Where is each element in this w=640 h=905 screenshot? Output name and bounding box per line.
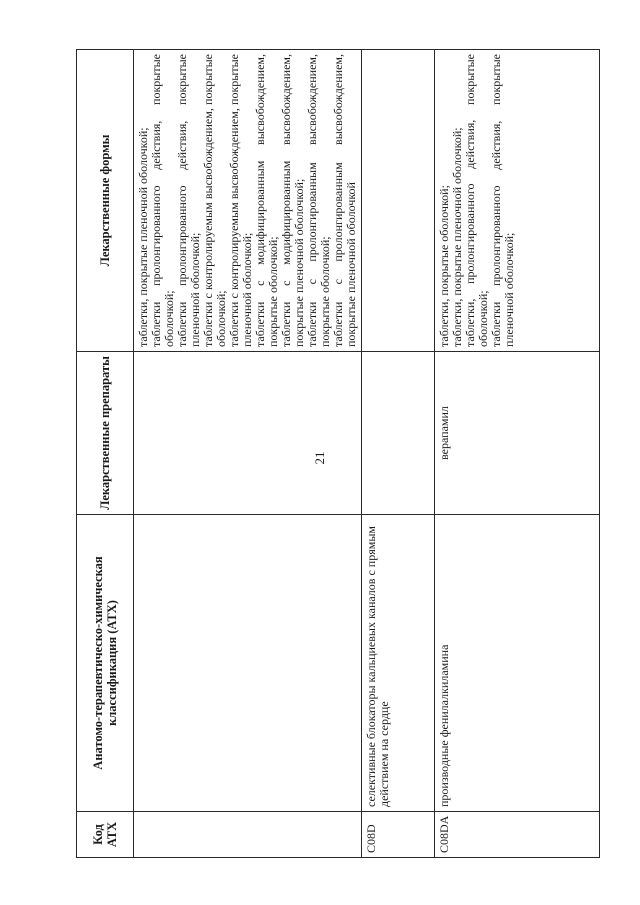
cell-code: C08D [362, 812, 435, 858]
form-item: таблетки пролонгированного действия, покрытые пленочной оболочкой; [175, 54, 202, 347]
cell-drug [134, 352, 362, 515]
page-number: 21 [312, 451, 327, 465]
header-drugs: Лекарственные препараты [77, 352, 134, 515]
form-item: таблетки с модифицированным высвобождением, покрытые оболочкой; [253, 54, 280, 347]
form-item: таблетки с контролируемым высвобождением, покрытые пленочной оболочкой; [227, 54, 254, 347]
rotated-table-container [76, 50, 602, 858]
table-row [362, 50, 435, 858]
drug-table [76, 49, 600, 858]
cell-classification: производные фенилалкиламина [435, 515, 600, 812]
form-item: таблетки пролонгированного действия, покрытые оболочкой; [149, 54, 176, 347]
cell-classification: селективные блокаторы кальциевых каналов с прямым действием на сердце [362, 515, 435, 812]
cell-classification [134, 515, 362, 812]
table-row [435, 50, 600, 858]
form-item: таблетки с пролонгированным высвобождением, покрытые пленочной оболочкой [331, 54, 358, 347]
form-item: таблетки, покрытые оболочкой; [437, 185, 451, 347]
form-item: таблетки с пролонгированным высвобождением, покрытые оболочкой; [305, 54, 332, 347]
header-forms: Лекарственные формы [77, 50, 134, 352]
cell-drug [362, 352, 435, 515]
cell-forms [134, 50, 362, 352]
cell-forms [435, 50, 600, 352]
form-item: таблетки, пролонгированного действия, покрытые оболочкой; [463, 54, 490, 347]
cell-code: C08DA [435, 812, 600, 858]
cell-drug: верапамил [435, 352, 600, 515]
table-row [134, 50, 362, 858]
table-header-row [77, 50, 134, 858]
form-item: таблетки пролонгированного действия, покрытые пленочной оболочкой; [489, 54, 516, 347]
cell-forms [362, 50, 435, 352]
form-item: таблетки с модифицированным высвобождением, покрытые пленочной оболочкой; [279, 54, 306, 347]
form-item: таблетки с контролируемым высвобождением, покрытые оболочкой; [201, 54, 228, 347]
header-code: Код АТХ [77, 812, 134, 858]
form-item: таблетки, покрытые пленочной оболочкой; [450, 127, 464, 347]
header-classification: Анатомо-терапевтическо-химическая классификация (АТХ) [77, 515, 134, 812]
cell-code [134, 812, 362, 858]
form-item: таблетки, покрытые пленочной оболочкой; [136, 127, 150, 347]
